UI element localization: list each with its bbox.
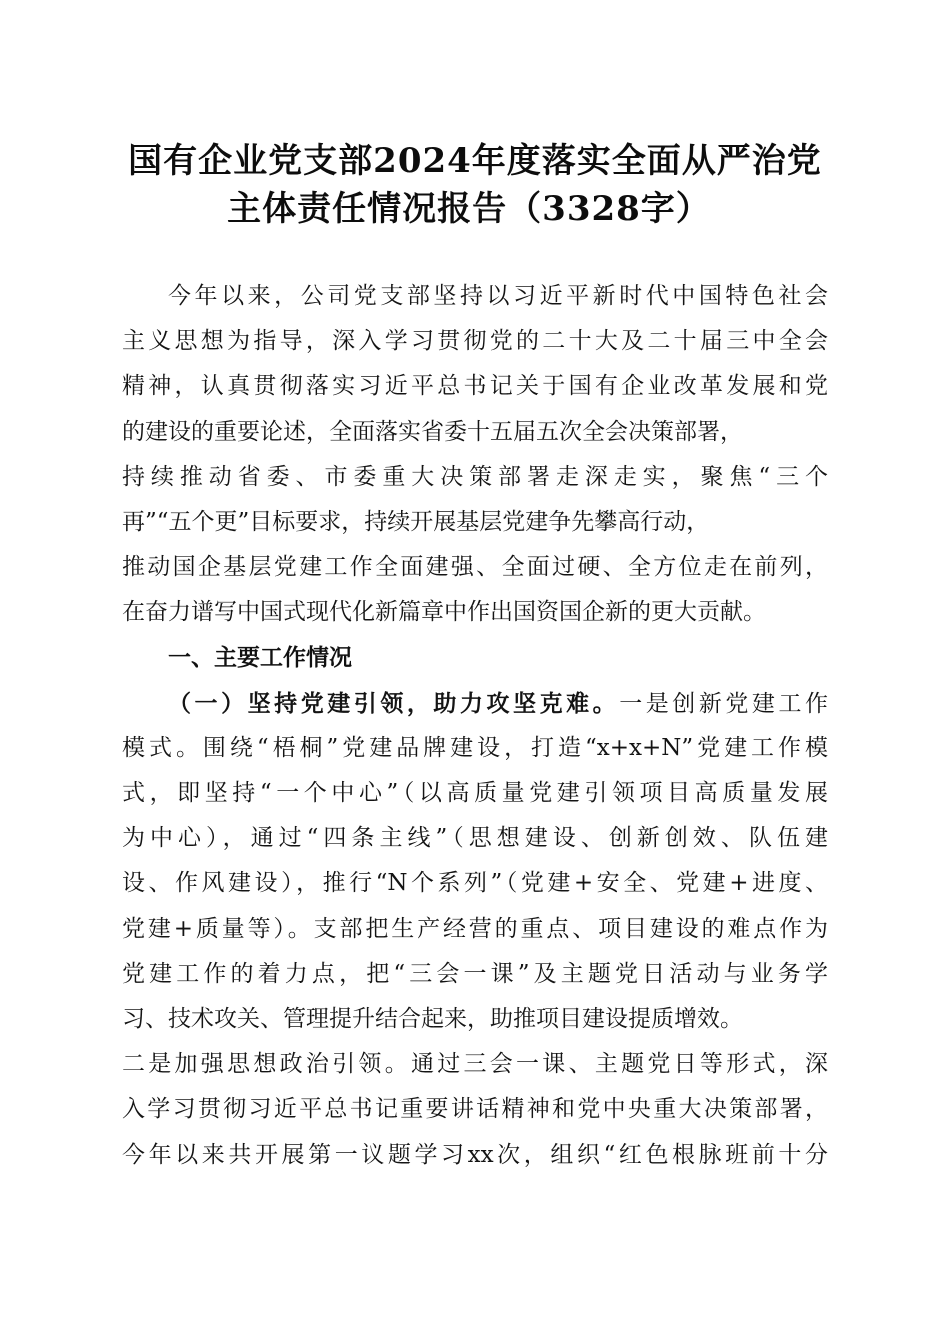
- document-title-line-1: 国有企业党支部2024年度落实全面从严治党: [128, 141, 822, 181]
- section-heading: 一、主要工作情况: [168, 644, 352, 671]
- intro-line: 在奋力谱写中国式现代化新篇章中作出国资国企新的更大贡献。: [122, 599, 766, 626]
- body-line: 二是加强思想政治引领。通过三会一课、主题党日等形式，深: [122, 1051, 828, 1078]
- subsection-first-line-tail: 一是创新党建工作: [619, 690, 829, 717]
- intro-line: 精神，认真贯彻落实习近平总书记关于国有企业改革发展和党: [122, 373, 828, 400]
- body-line: 模式。围绕“梧桐”党建品牌建设，打造“x+x+N”党建工作模: [122, 734, 828, 761]
- body-line: 习、技术攻关、管理提升结合起来，助推项目建设提质增效。: [122, 1006, 743, 1032]
- intro-line: 推动国企基层党建工作全面建强、全面过硬、全方位走在前列，: [122, 554, 828, 581]
- subsection-first-line: [122, 681, 828, 726]
- intro-line: 再”“五个更”目标要求，持续开展基层党建争先攀高行动，: [122, 508, 710, 535]
- body-line: 式，即坚持“一个中心”（以高质量党建引领项目高质量发展: [122, 780, 828, 807]
- intro-line: 主义思想为指导，深入学习贯彻党的二十大及二十届三中全会: [122, 328, 828, 355]
- intro-line: 今年以来，公司党支部坚持以习近平新时代中国特色社会: [168, 283, 828, 309]
- body-line: 为中心），通过“四条主线”（思想建设、创新创效、队伍建: [122, 825, 828, 852]
- document-title-line-2: 主体责任情况报告（3328字）: [227, 189, 711, 229]
- body-line: 今年以来共开展第一议题学习xx次，组织“红色根脉班前十分: [122, 1141, 828, 1168]
- body-line: 入学习贯彻习近平总书记重要讲话精神和党中央重大决策部署，: [122, 1096, 828, 1123]
- subsection-heading: （一）坚持党建引领，助力攻坚克难。: [168, 689, 620, 717]
- body-line: 党建+质量等）。支部把生产经营的重点、项目建设的难点作为: [122, 915, 828, 942]
- intro-line: 持续推动省委、市委重大决策部署走深走实，聚焦“三个: [122, 463, 828, 490]
- document-body: [122, 274, 828, 1178]
- body-line: 设、作风建设），推行“N个系列”（党建+安全、党建+进度、: [122, 870, 828, 897]
- body-line: 党建工作的着力点，把“三会一课”及主题党日活动与业务学: [122, 960, 828, 987]
- intro-line: 的建设的重要论述，全面落实省委十五届五次全会决策部署，: [122, 418, 743, 445]
